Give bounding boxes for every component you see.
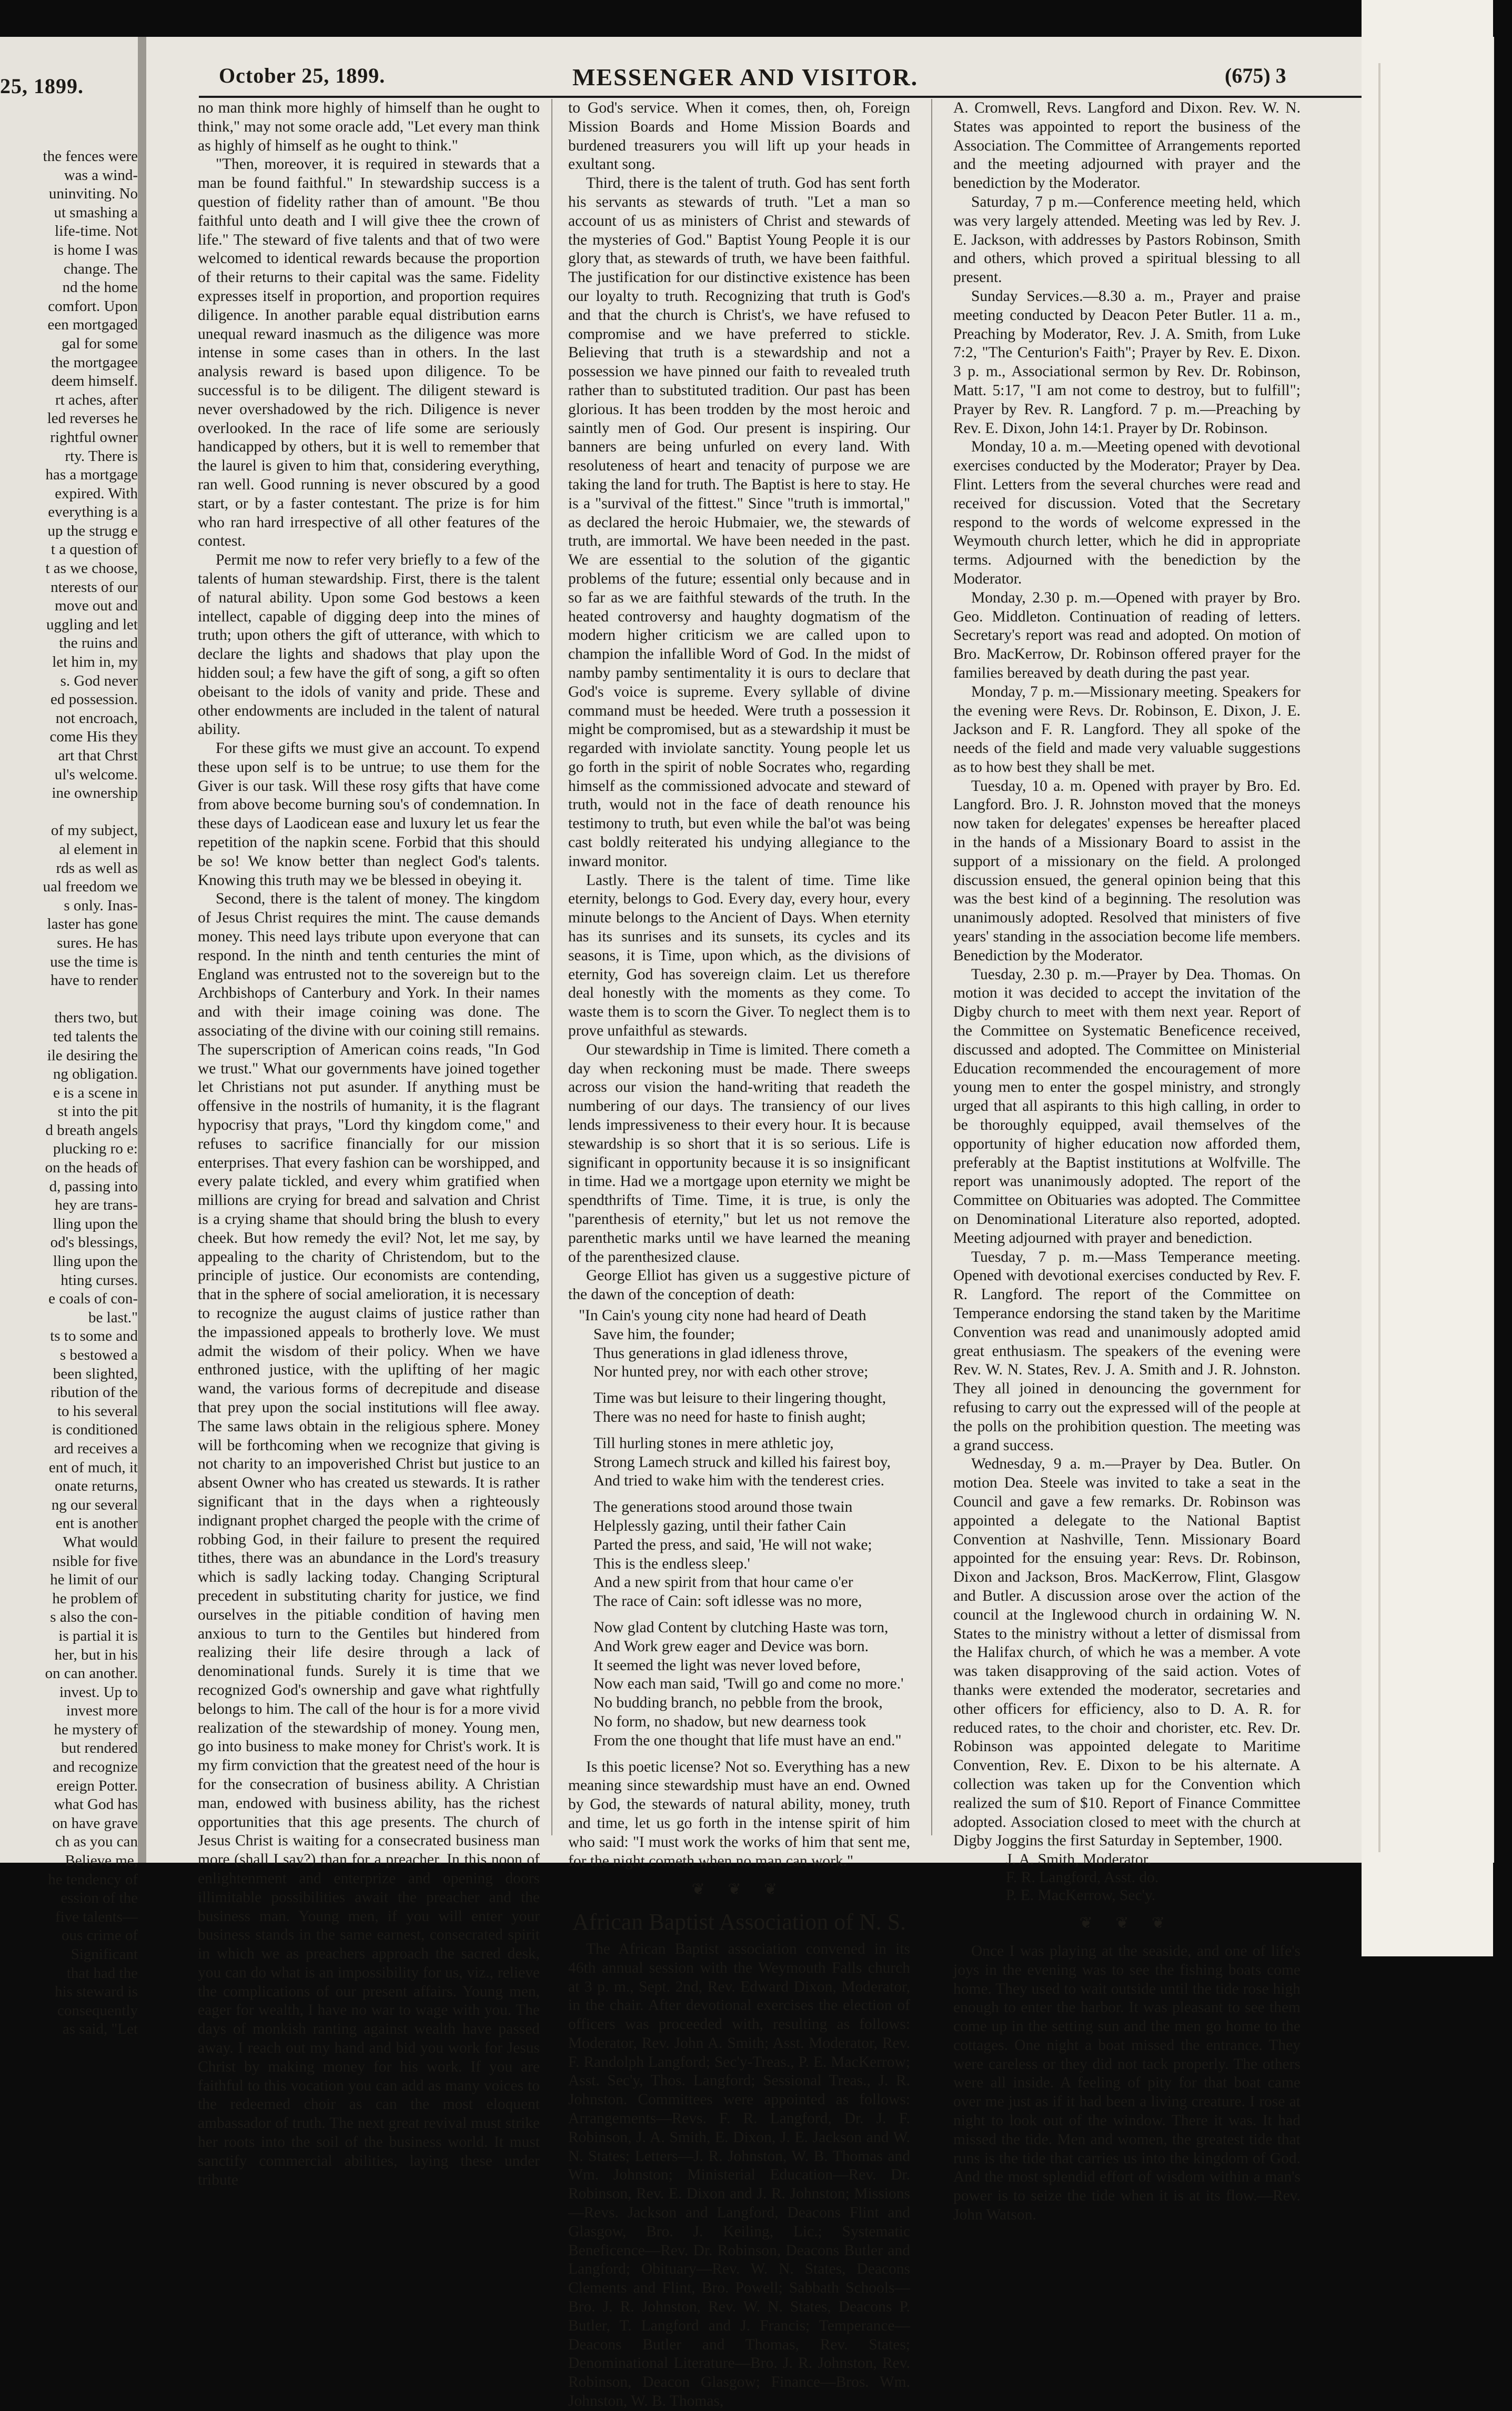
poem-line: And tried to wake him with the tenderest cries. (593, 1472, 884, 1490)
signature-line: P. E. MacKerrow, Sec'y. (1006, 1887, 1156, 1904)
poem-line: The race of Cain: soft idlesse was no more, (593, 1593, 862, 1610)
previous-page-line: nterests of our (51, 578, 138, 596)
paragraph: Permit me now to refer very briefly to a few of the talents of human stewardship. First, there is the talent of natural ability. Upon some God bestows a keen intellect, capable of digging deep into the mines of truth; upon others the gift of utterance, with which to declare the lights and shadows that play upon the hidden soul; a few have the gift of song, a gift so often obeisant to the idols of vanity and pride. These and other endowments are included in the talent of natural ability. (198, 551, 540, 738)
paragraph: George Elliot has given us a suggestive picture of the dawn of the conception of death: (568, 1267, 910, 1303)
previous-page-line: what God has (54, 1796, 138, 1813)
previous-page-line: to his several (57, 1402, 138, 1420)
previous-page-line: ual freedom we (43, 878, 138, 896)
column-2 (568, 99, 910, 2411)
previous-page-line: uggling and let (46, 616, 138, 633)
paragraph: Tuesday, 7 p. m.—Mass Temperance meeting. Opened with devotional exercises conducted by Rev. F. R. Langford. The report of the Committee on Temperance endorsing the stand taken by the Maritime Convention was read and unanimously adopted amid great enthusiasm. The speakers of the evening were Rev. W. N. States, Rev. J. A. Smith and J. R. Johnston. They all joined in denouncing the government for refusing to carry out the expressed will of the people at the polls on the prohibition question. The meeting was a grand success. (953, 1248, 1301, 1454)
previous-page-line: change. The (63, 260, 138, 277)
previous-page-line: life-time. Not (55, 223, 138, 240)
poem-line: Time was but leisure to their lingering thought, (593, 1390, 886, 1407)
poem-stanza (579, 1619, 910, 1751)
previous-page-line: he mystery of (54, 1721, 138, 1738)
previous-page-line: come His they (49, 728, 138, 746)
previous-page-line: laster has gone (47, 916, 138, 933)
previous-page-line: Believe me, (65, 1852, 138, 1870)
previous-page-line: ed possession. (51, 691, 138, 708)
previous-page-line: ine ownership (52, 785, 138, 802)
poem-line: The generations stood around those twain (593, 1499, 853, 1516)
previous-page-line: hting curses. (61, 1271, 138, 1289)
poem-line: Parted the press, and said, 'He will not wake; (593, 1536, 872, 1553)
previous-page-line: ile desiring the (47, 1047, 138, 1064)
previous-page-line: on the heads of (45, 1159, 138, 1177)
previous-page-line: ng obligation. (53, 1066, 138, 1083)
poem-line: Thus generations in glad idleness throve, (593, 1344, 848, 1362)
previous-page-line: ard receives a (54, 1440, 138, 1457)
previous-page-line: ul's welcome. (54, 766, 138, 783)
paragraph: Wednesday, 9 a. m.—Prayer by Dea. Butler. On motion Dea. Steele was invited to take a seat in the Council and gave a few remarks. Dr. Robinson was appointed a delegate to the National Baptist Convention at Nashville, Tenn. Missionary Board appointed for the ensuing year: Revs. Dr. Robinson, Dixon and Jackson, Bros. MacKerrow, Flint, Glasgow and Butler. A discussion arose over the action of the council at the Inglewood church in ordaining W. N. States to the ministry without a letter of dismissal from the Halifax church, of which he was a member. A vote was taken disapproving of the said action. Votes of thanks were extended the moderator, secretaries and other officers for efficiency, also to D. A. R. for reduced rates, to the choir and chorister, etc. Rev. Dr. Robinson was appointed delegate to Maritime Convention, Rev. E. Dixon to be his alternate. A collection was taken up for the Convention which realized the sum of $10. Report of Finance Committee adopted. Association closed to meet with the church at Digby Joggins the first Saturday in September, 1900. (953, 1455, 1301, 1850)
previous-page-line: ereign Potter. (56, 1777, 138, 1794)
paragraph: For these gifts we must give an account. To expend these upon self is to be untrue; to use them for the Giver is our task. Will these rosy gifts that have come from above become burning sou's of condemnation. In these days of Laodicean ease and luxury let us fear the repetition of the napkin scene. Forbid that this should be so! We know better than neglect God's talents. Knowing this truth may we be blessed in obeying it. (198, 740, 540, 889)
previous-page-line: his steward is (55, 1983, 138, 2001)
previous-page-line: led reverses he (47, 410, 138, 427)
paragraph: Sunday Services.—8.30 a. m., Prayer and praise meeting conducted by Deacon Peter Butler. 11 a. m., Preaching by Moderator, Rev. J. A. Smith, from Luke 7:2, "The Centurion's Faith"; Prayer by Rev. E. Dixon. 3 p. m., Associational sermon by Rev. Dr. Robinson, Matt. 5:17, "I am not come to destroy, but to fulfill"; Prayer by Rev. R. Langford. 7 p. m.—Preaching by Rev. E. Dixon, John 14:1. Prayer by Dr. Robinson. (953, 287, 1301, 437)
page-edge (1362, 0, 1493, 1956)
previous-page-line: rightful owner (50, 428, 138, 446)
previous-page-line: ribution of the (51, 1384, 138, 1401)
previous-page-line: uninviting. No (48, 185, 138, 203)
previous-page-line: on can another. (45, 1665, 138, 1682)
previous-page-line: ted talents the (53, 1028, 138, 1045)
column-3 (953, 99, 1301, 2225)
poem-stanza (579, 1434, 910, 1491)
previous-page-line: lling upon the (53, 1253, 138, 1270)
article-title: African Baptist Association of N. S. (572, 1909, 906, 1935)
page-number: (675) 3 (1225, 64, 1286, 87)
page-date: October 25, 1899. (219, 64, 386, 87)
previous-page-line: everything is a (48, 504, 138, 521)
previous-page-line: ut smashing a (54, 204, 138, 221)
previous-page-line: d, passing into (49, 1178, 138, 1195)
previous-page-line: art that Chrst (58, 747, 138, 764)
previous-page-line: t a question of (51, 541, 138, 558)
previous-page-line: consequently (57, 2002, 138, 2019)
previous-page-line: ng our several (51, 1496, 138, 1513)
page-title: MESSENGER AND VISITOR. (572, 64, 919, 91)
previous-page-line: but rendered (61, 1740, 138, 1757)
previous-page-line: the mortgagee (51, 354, 138, 371)
previous-page-line: is conditioned (52, 1421, 138, 1439)
previous-page-line: is partial it is (58, 1627, 138, 1644)
previous-page-line: use the time is (50, 953, 138, 970)
previous-page-line: od's blessings, (50, 1234, 138, 1251)
column-rule (551, 99, 552, 1835)
paragraph: The African Baptist association convened in its 46th annual session with the Weymouth Falls church at 3 p. m., Sept. 2nd, Rev. Edward Dixon, Moderator, in the chair. After devotional exercises the election of officers was proceeded with, resulting as follows: Moderator, Rev. John A. Smith; Asst. Moderator, Rev. F. Randolph Langford; Sec'y-Treas., P. E. MacKerrow; Asst. Sec'y, Thos. Langford; Sessional Treas., J. R. Johnston. Committees were appointed as follows: Arrangements—Revs. F. R. Langford, Dr. J. F. Robinson, J. A. Smith, E. Dixon, J. E. Jackson and W. N. States; Letters—J. R. Johnston, W. B. Thomas and Wm. Johnston; Ministerial Education—Rev. Dr. Robinson, Rev. E. Dixon and J. R. Johnston; Missions—Revs. Jackson and Langford, Deacons Flint and Glasgow, Bro. J. Keiling, Lic.; Systematic Beneficence—Rev. Dr. Robinson, Deacons Butler and Langford; Obituary—Rev. W. N. States, Deacons Clements and Flint, Bro. Powell; Sabbath Schools—Bro. J. R. Johnston, Rev. W. N. States, Deacons P. Butler, T. Langford and J. Francis; Temperance—Deacons Butler and Thomas, Rev. States; Denominational Literature—Bro. J. R. Johnston, Rev. Robinson, Deacon Glasgow; Finance—Bros. Wm. Johnston, W. B. Thomas, (568, 1940, 910, 2410)
previous-page-line: al element in (59, 840, 138, 858)
previous-page-line: e is a scene in (53, 1084, 138, 1101)
previous-page-line: plucking ro e: (53, 1140, 138, 1158)
previous-page-line: thers two, but (54, 1009, 138, 1027)
signature-line: J. A. Smith, Moderator. (1006, 1851, 1152, 1868)
previous-page-line: the fences were (43, 148, 138, 165)
section-divider-ornament: ❦ ❦ ❦ (691, 1881, 787, 1898)
previous-page-line: rt aches, after (55, 391, 138, 408)
previous-page-line: nsible for five (52, 1552, 138, 1570)
poem-line: This is the endless sleep.' (593, 1555, 750, 1572)
previous-page-line: up the strugg e (47, 522, 138, 539)
previous-page-line: five talents— (55, 1908, 138, 1925)
previous-page-line: Significant (70, 1946, 138, 1963)
previous-page-text-fragments (0, 147, 138, 2039)
paragraph: Lastly. There is the talent of time. Time like eternity, belongs to God. Every day, every hour, every minute belongs to the Ancient of Days. When eternity has its sunrises and its sunsets, its cycles and its seasons, it is Time, upon which, as the divisions of eternity, God has sovereign claim. Let us therefore deal honestly with the moments as they come. To waste them is to scorn the Giver. To neglect them is to prove unfaithful as stewards. (568, 871, 910, 1040)
paragraph: Monday, 10 a. m.—Meeting opened with devotional exercises conducted by the Moderator; Prayer by Dea. Flint. Letters from the several churches were read and received for discussion. Voted that the Secretary respond to the words of welcome expressed in the Weymouth church letter, which he did in appropriate terms. Adjourned with the benediction by the Moderator. (953, 438, 1301, 587)
previous-page-line: not encroach, (55, 709, 138, 727)
poem-line: Now glad Content by clutching Haste was torn, (593, 1619, 889, 1636)
signature-block (953, 1851, 1301, 1904)
header-rule (199, 96, 1367, 98)
previous-page-line: sures. He has (57, 934, 138, 951)
paragraph: "Then, moreover, it is required in stewards that a man be found faithful." In stewardship success is a question of fidelity rather than of amount. "Be thou faithful unto death and I will give thee the crown of life." The steward of five talents and that of two were welcomed to identical rewards because the proportion of their returns to their capital was the same. Fidelity expresses itself in proportion, and proportion requires diligence. In another parable equal distribution earns unequal reward inasmuch as the diligence was more intense in some cases than in others. In the last analysis reward is based upon diligence. To be successful is to be diligent. The diligent steward is never overshadowed by the rich. Diligence is never overlooked. In the race of life some are seriously handicapped by others, but it is well to remember that the laurel is given to him that, considering everything, ran well. Good running is never obscured by a good start, or by a faster contestant. The prize is for him who ran hard irrespective of all other features of the contest. (198, 156, 540, 550)
previous-page-line: d breath angels (45, 1121, 138, 1139)
previous-page-line: lling upon the (53, 1215, 138, 1232)
paragraph: Our stewardship in Time is limited. There cometh a day when reckoning must be made. There sweeps across our vision the hand-writing that readeth the numbering of our days. The transiency of our lives lends impressiveness to their every hour. It is because stewardship is so short that it is so serious. Life is significant in opportunity because it is so insignificant in time. Had we a mortgage upon eternity we might be spendthrifts of Time. Time, it is true, is only the "parenthesis of eternity," but let us not remove the parenthetic marks until we have learned the meaning of the parenthesized clause. (568, 1041, 910, 1265)
paragraph: A. Cromwell, Revs. Langford and Dixon. Rev. W. N. States was appointed to report the business of the Association. The Committee of Arrangements reported and the meeting adjourned with prayer and the benediction by the Moderator. (953, 99, 1301, 192)
previous-page-line: of my subject, (51, 822, 138, 839)
previous-page-line: onate returns, (55, 1478, 138, 1495)
previous-page-line: he tendency of (48, 1871, 138, 1888)
poem-line: From the one thought that life must have an end." (593, 1732, 902, 1749)
previous-page-line: ch as you can (55, 1833, 138, 1851)
poem-quotation (579, 1307, 910, 1751)
previous-page-strip (0, 37, 138, 2038)
previous-page-line: been slighted, (53, 1365, 138, 1382)
poem-line: "In Cain's young city none had heard of Death (579, 1307, 866, 1324)
poem-line: And a new spirit from that hour came o'er (593, 1574, 853, 1591)
newspaper-page (146, 37, 1494, 2410)
previous-page-line: be last." (88, 1309, 138, 1326)
previous-page-line (0, 990, 138, 1009)
previous-page-line: as said, "Let (62, 2021, 138, 2038)
previous-page-line: and recognize (53, 1759, 138, 1776)
poem-line: Strong Lamech struck and killed his fairest boy, (593, 1453, 891, 1471)
previous-page-line: ous crime of (62, 1927, 138, 1944)
poem-line: Nor hunted prey, nor with each other strove; (593, 1363, 869, 1381)
previous-page-line: ession of the (61, 1890, 138, 1907)
paragraph: no man think more highly of himself than he ought to think," may not some oracle add, "Let every man think as highly of himself as he ought to think." (198, 99, 540, 154)
previous-page-line: has a mortgage (45, 466, 138, 484)
poem-line: No form, no shadow, but new dearness took (593, 1713, 866, 1730)
page-edge-shadow (1378, 63, 1380, 1852)
previous-page-line: st into the pit (57, 1103, 138, 1120)
previous-page-line: rds as well as (56, 859, 138, 877)
previous-page-line: een mortgaged (47, 316, 138, 334)
previous-page-line: is home I was (53, 241, 138, 258)
previous-page-line: rty. There is (65, 447, 138, 465)
paragraph: Monday, 2.30 p. m.—Opened with prayer by Bro. Geo. Middleton. Continuation of reading of letters. Secretary's report was read and adopted. On motion of Bro. MacKerrow, Dr. Robinson offered prayer for the families bereaved by death during the past year. (953, 589, 1301, 681)
previous-page-line (0, 803, 138, 822)
previous-page-line: invest. Up to (59, 1683, 138, 1701)
previous-page-line: ent of much, it (48, 1459, 138, 1476)
paragraph: Once I was playing at the seaside, and one of life's joys in the evening was to see the fishing boats come home. They used to wait outside until the tide rose high enough to enter the harbor. It was pleasant to see them come up in the setting sun and the men go home to the cottages. One night a boat missed the entrance. They were careless or they did not tack properly. The others were all inside. A feeling of pity for that boat came over me just as if it had been a living creature. I rose at night to look out of the window. There it was. It had missed the tide. Men and women, the greatest tide that runs is the tide that carries us into the kingdom of God. And the most splendid effort of wisdom within a man's power is to seize the tide when it is at its flow.—Rev. John Watson. (953, 1942, 1301, 2224)
previous-page-line: nd the home (62, 279, 138, 296)
previous-page-line: s only. Inas- (64, 897, 138, 914)
poem-line: Till hurling stones in mere athletic joy, (593, 1434, 834, 1452)
signature-line: F. R. Langford, Asst. do. (1006, 1869, 1159, 1886)
previous-page-line: the ruins and (59, 635, 138, 652)
poem-stanza (579, 1389, 910, 1427)
previous-page-line: s bestowed a (59, 1347, 138, 1363)
poem-line: It seemed the light was never loved before, (593, 1656, 861, 1674)
previous-page-line: invest more (66, 1702, 138, 1720)
previous-page-line: t as we choose, (45, 560, 138, 577)
page-gutter (138, 37, 146, 1863)
paragraph: Tuesday, 2.30 p. m.—Prayer by Dea. Thomas. On motion it was decided to accept the invitation of the Digby church to meet with them next year. Report of the Committee on Systematic Beneficence received, discussed and adopted. The Committee on Ministerial Education recommended the encouragement of more young men to enter the gospel ministry, and strongly urged that all aspirants to this high calling, in order to be thoroughly equipped, avail themselves of the opportunity of higher education now afforded them, preferably at the Baptist institutions at Wolfville. The report was unanimously adopted. The report of the Committee on Obituaries was adopted. The Committee on Denominational Literature also reported, adopted. Meeting adjourned with prayer and benediction. (953, 966, 1301, 1247)
poem-line: No budding branch, no pebble from the brook, (593, 1694, 883, 1712)
poem-line: Save him, the founder; (593, 1325, 735, 1343)
previous-page-line: he limit of our (50, 1571, 138, 1589)
previous-page-line: gal for some (62, 335, 138, 352)
previous-page-line: her, but in his (54, 1646, 138, 1663)
previous-page-line: deem himself. (51, 373, 138, 390)
column-1 (198, 99, 540, 2189)
previous-page-line: hey are trans- (55, 1197, 138, 1214)
previous-page-line: that had the (66, 1964, 138, 1982)
previous-page-line: s. God never (60, 672, 138, 689)
paragraph: Third, there is the talent of truth. God has sent forth his servants as stewards of truth. "Let a man so account of us as ministers of Christ and stewards of the mysteries of God." Baptist Young People it is our glory that, as stewards of truth, we have been faithful. The justification for our distinctive existence has been our loyalty to truth. Recognizing that truth is God's and that the church is Christ's, we have refused to compromise and we have preferred to stickle. Believing that truth is a stewardship and not a possession we have pinned our faith to revealed truth rather than to substituted tradition. Our past has been glorious. It has been trodden by the most heroic and saintly men of God. Our present is inspiring. Our banners are being unfurled on every land. With resoluteness of heart and tenacity of purpose we are taking the land for truth. The Baptist is here to stay. He is a "survival of the fittest." Since "truth is immortal," as declared the heroic Hubmaier, we, the stewards of truth, are immortal. We have been needed in the past. We are essential to the solution of the gigantic problems of the future; essential only because and in so far as we are faithful stewards of the truth. In the heated controversy and haughty dogmatism of the modern higher criticism we are called upon to champion the infallible Word of God. In the midst of namby pamby sentimentality it is ours to declare that God's voice is supreme. Every syllable of divine command must be heeded. Were truth a possession it might be compromised, but as a stewardship it must be regarded with inviolate sanctity. Young people let us go forth in the spirit of noble Socrates who, regarding himself as the commissioned advocate and steward of truth, would not in the face of death renounce his testimony to truth, but even while the bal'ot was being cast boldly reiterated his undying allegiance to the inward monitor. (568, 175, 910, 870)
previous-page-line: let him in, my (52, 654, 138, 671)
previous-page-date: 25, 1899. (0, 74, 84, 98)
poem-line: There was no need for haste to finish aught; (593, 1408, 866, 1425)
poem-stanza (579, 1498, 910, 1611)
previous-page-line: comfort. Upon (48, 297, 138, 315)
previous-page-line: expired. With (55, 485, 138, 502)
paragraph: to God's service. When it comes, then, oh, Foreign Mission Boards and Home Mission Boards and burdened treasurers you will lift up your heads in exultant song. (568, 99, 910, 173)
previous-page-line: ent is another (55, 1515, 138, 1532)
previous-page-line: was a wind- (64, 166, 138, 184)
paragraph: Saturday, 7 p m.—Conference meeting held, which was very largely attended. Meeting was led by Rev. J. E. Jackson, with addresses by Pastors Robinson, Smith and others, which proved a spiritual blessing to all present. (953, 193, 1301, 286)
previous-page-line: have to render (51, 972, 138, 989)
poem-line: And Work grew eager and Device was born. (593, 1638, 869, 1655)
previous-page-line: ts to some and (50, 1328, 138, 1345)
column-rule (931, 99, 932, 1835)
poem-line: Helplessly gazing, until their father Cain (593, 1517, 846, 1534)
paragraph: Monday, 7 p. m.—Missionary meeting. Speakers for the evening were Revs. Dr. Robinson, E. Dixon, J. E. Jackson and F. R. Langford. They all spoke of the needs of the field and made very valuable suggestions as to how best they shall be met. (953, 683, 1301, 776)
previous-page-line: s also the con- (50, 1609, 138, 1626)
poem-line: Now each man said, 'Twill go and come no more.' (593, 1675, 904, 1693)
paragraph: Tuesday, 10 a. m. Opened with prayer by Bro. Ed. Langford. Bro. J. R. Johnston moved that the moneys now taken for delegates' expenses be hereafter placed in the hands of a Missionary Board to assist in the support of a missionary on the field. A prolonged discussion ensued, the general opinion being that this was the best kind of a beginning. The resolution was unanimously adopted. Resolved that ministers of five years' standing in the association become life members. Benediction by the Moderator. (953, 777, 1301, 964)
paragraph: Second, there is the talent of money. The kingdom of Jesus Christ requires the mint. The cause demands money. This need lays tribute upon everyone that can respond. In the ninth and tenth centuries the mint of England was entrusted not to the sovereign but to the Archbishops of Canterbury and York. In their names and with their image coining was done. The associating of the divine with our coining still remains. The superscription of American coins reads, "In God we trust." What our governments have joined together let Christians not put asunder. If anything must be offensive in the nostrils of humanity, it is the flagrant hypocrisy that prays, "Lord thy kingdom come," and refuses to sacrifice financially for our mission enterprises. That every fashion can be worshipped, and every palate tickled, and every whim gratified when millions are crying for bread and salvation and Christ is a crying shame that should bring the blush to every cheek. But how remedy the evil? Not, let me say, by appealing to the charity of Christendom, but to the principle of justice. Our economists are contending, that in the sphere of social amelioration, it is necessary to recognize the august claims of justice rather than the impassioned appeals to brotherly love. We must admit the wisdom of their policy. When we have enthroned justice, with the uplifting of her magic wand, the various forms of decrepitude and disease that prey upon the social institutions will flee away. The same laws obtain in the religious sphere. Money will be forthcoming when we recognize that giving is not charity to an impoverished Christ but justice to an absent Owner who has created us stewards. It is rather significant that in the days when a righteously indignant prophet charged the people with the crime of robbing God, in their failure to present the required tithes, there was an abundance in the Lord's treasury which is sadly lacking today. Changing Scriptural precedent in substituting charity for justice, we find ourselves in the pitiable condition of having men anxious to turn to the Gentiles but hindered from realizing their life desire through a lack of denominational funds. Surely it is time that we recognized God's ownership and gave what rightfully belongs to him. The call of the hour is for a more vivid realization of the stewardship of money. Young men, go into business to make money for Christ's work. It is my firm conviction that the greatest need of the hour is for the consecration of business ability. A Christian man, endowed with business ability, has the richest opportunities that this age presents. The church of Jesus Christ is waiting for a consecrated business man more (shall I say?) than for a preacher. In this noon of enlightenment and enterprize and opening doors illimitable possibilities await the preacher and the business man. Young men, if you will enter your business stands in the same earnest, consecrated spirit in which we as preachers approach the sacred desk, you can do what is an impossibility for us, viz., relieve the complications of our present affairs. Young men, eager for wealth, I have no war to wage with you. The days of monkish ranting against wealth have passed away. I reach out my hand and bid you work for Jesus Christ by making money for his work. If you are faithful to this vocation you can add as many voices to the redeemed choir as can the most eloquent ambassador of truth. The next great revival must strike her roots into the soil of the business world. It must sanctify commercial abilities, laying these under tribute (198, 890, 540, 2188)
poem-stanza (579, 1307, 910, 1382)
previous-page-line: on have grave (52, 1814, 138, 1832)
section-divider-ornament: ❦ ❦ ❦ (1079, 1914, 1175, 1932)
paragraph: Is this poetic license? Not so. Everything has a new meaning since stewardship must have an end. Owned by God, the stewards of natural ability, money, truth and time, let us go forth in the intense spirit of him who said: "I must work the works of him that sent me, for the night cometh when no man can work." (568, 1758, 910, 1870)
previous-page-line: e coals of con- (48, 1290, 138, 1308)
previous-page-line: move out and (55, 597, 138, 615)
previous-page-line: What would (63, 1533, 138, 1551)
previous-page-line: he problem of (52, 1590, 138, 1607)
